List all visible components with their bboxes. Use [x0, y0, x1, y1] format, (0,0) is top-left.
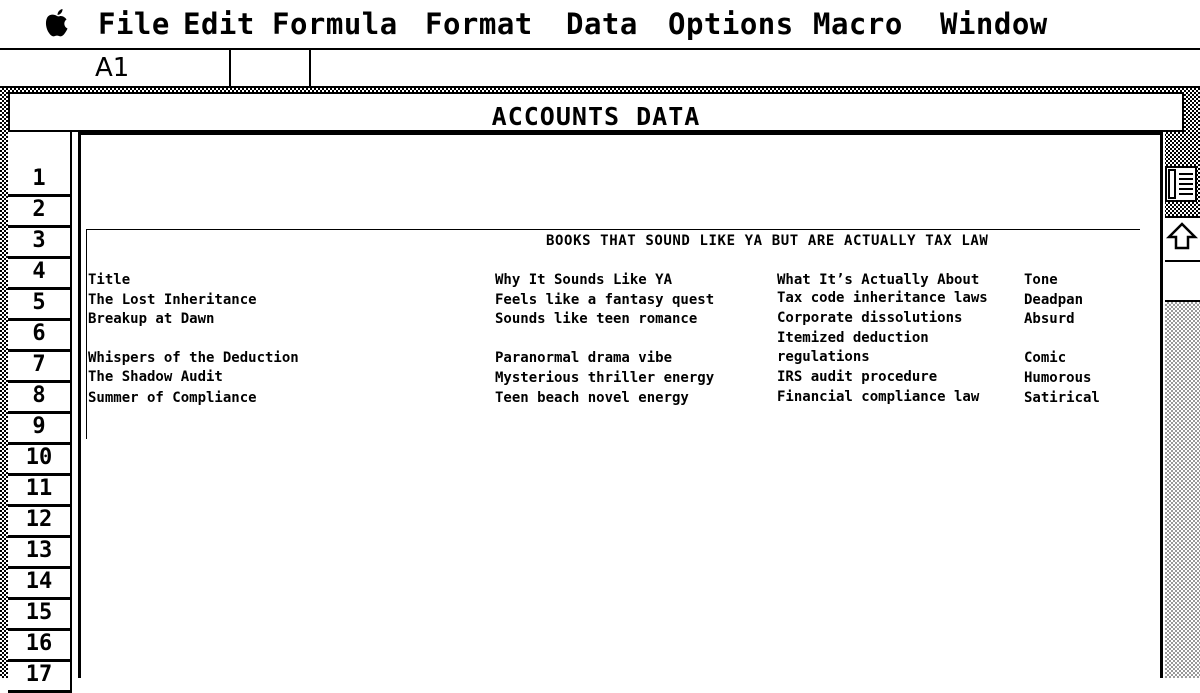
- cell-why: Feels like a fantasy quest: [495, 292, 715, 308]
- cell-why: Paranormal drama vibe: [495, 350, 673, 366]
- table-top-rule: [86, 229, 1140, 230]
- arrow-up-icon: [1165, 218, 1200, 260]
- scroll-up-button[interactable]: [1165, 216, 1200, 262]
- sheet-title: BOOKS THAT SOUND LIKE YA BUT ARE ACTUALLY TAX LAW: [546, 233, 989, 249]
- menu-bar: [0, 0, 1200, 50]
- cell-why: Teen beach novel energy: [495, 390, 689, 406]
- row-header[interactable]: 6: [8, 321, 72, 352]
- row-header[interactable]: 17: [8, 662, 72, 693]
- cell-about: Itemized deduction: [777, 330, 929, 346]
- row-header[interactable]: 12: [8, 507, 72, 538]
- split-view-icon[interactable]: [1165, 166, 1197, 202]
- vertical-scrollbar[interactable]: [1165, 132, 1200, 678]
- row-header[interactable]: 14: [8, 569, 72, 600]
- row-header[interactable]: 7: [8, 352, 72, 383]
- cell-title: The Lost Inheritance: [88, 292, 257, 308]
- cell-tone: Deadpan: [1024, 292, 1084, 308]
- row-header[interactable]: 15: [8, 600, 72, 631]
- menu-edit[interactable]: Edit: [183, 7, 255, 41]
- cell-about-cont: regulations: [777, 349, 870, 365]
- cell-title: The Shadow Audit: [88, 369, 223, 385]
- row-header[interactable]: 11: [8, 476, 72, 507]
- cell-title: Breakup at Dawn: [88, 311, 215, 327]
- row-header[interactable]: 16: [8, 631, 72, 662]
- cell-tone: Satirical: [1024, 390, 1100, 406]
- cell-why: Sounds like teen romance: [495, 311, 698, 327]
- menu-file[interactable]: File: [98, 7, 170, 41]
- table-left-rule: [86, 229, 87, 439]
- row-header[interactable]: 1: [8, 166, 72, 197]
- formula-bar-divider: [309, 50, 311, 86]
- header-about: What It’s Actually About: [777, 272, 980, 288]
- cell-tone: Absurd: [1024, 311, 1075, 327]
- apple-icon[interactable]: [44, 8, 70, 38]
- cell-reference[interactable]: A1: [95, 53, 130, 83]
- cell-title: Whispers of the Deduction: [88, 350, 299, 366]
- menu-data[interactable]: Data: [566, 7, 638, 41]
- cell-about: Tax code inheritance laws: [777, 290, 988, 306]
- cell-about: Corporate dissolutions: [777, 310, 963, 326]
- cell-title: Summer of Compliance: [88, 390, 257, 406]
- menu-format[interactable]: Format: [425, 7, 533, 41]
- row-header[interactable]: 8: [8, 383, 72, 414]
- window-title: ACCOUNTS DATA: [491, 102, 701, 131]
- window-title-bar[interactable]: [8, 92, 1184, 132]
- row-header[interactable]: 10: [8, 445, 72, 476]
- menu-options[interactable]: Options: [668, 7, 794, 41]
- menu-formula[interactable]: Formula: [272, 7, 398, 41]
- spreadsheet-window: [0, 88, 1200, 687]
- cell-tone: Humorous: [1024, 370, 1092, 386]
- row-header[interactable]: 2: [8, 197, 72, 228]
- cell-why: Mysterious thriller energy: [495, 370, 715, 386]
- scroll-thumb[interactable]: [1165, 262, 1200, 302]
- menu-window[interactable]: Window: [940, 7, 1048, 41]
- scroll-track[interactable]: [1165, 302, 1200, 678]
- header-title: Title: [88, 272, 131, 288]
- header-why: Why It Sounds Like YA: [495, 272, 673, 288]
- header-tone: Tone: [1024, 272, 1058, 288]
- cell-tone: Comic: [1024, 350, 1067, 366]
- row-header[interactable]: 9: [8, 414, 72, 445]
- formula-bar: [0, 50, 1200, 88]
- row-header[interactable]: 3: [8, 228, 72, 259]
- sheet-area: [8, 132, 1165, 687]
- row-header[interactable]: 13: [8, 538, 72, 569]
- menu-macro[interactable]: Macro: [813, 7, 903, 41]
- cell-about: Financial compliance law: [777, 389, 980, 405]
- row-header[interactable]: 5: [8, 290, 72, 321]
- cell-about: IRS audit procedure: [777, 369, 938, 385]
- row-header[interactable]: 4: [8, 259, 72, 290]
- formula-bar-divider: [229, 50, 231, 86]
